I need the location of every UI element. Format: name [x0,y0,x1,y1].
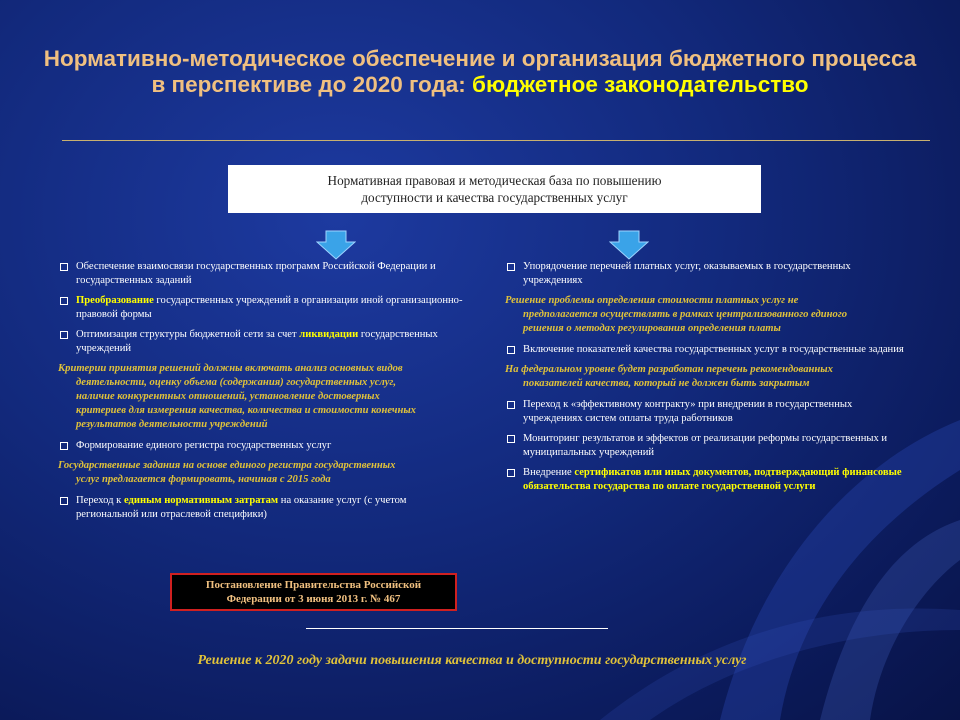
register-note: Государственные задания на основе единого регистра государственных услуг предлагается формировать, начиная с 2015 года [58,460,396,485]
checkbox-bullet-icon [507,469,515,477]
criteria-note: Критерии принятия решений должны включать анализ основных видов деятельности, оценку объема (содержания) государственных услуг, наличие конкурентных отношений, установление достоверных критериев для измерения качества, количества и стоимости конечных результатов деятельности учреждений [58,363,416,430]
checkbox-bullet-icon [507,346,515,354]
header-box-line2: доступности и качества государственных услуг [361,190,628,205]
list-item: Включение показателей качества государственных услуг в государственные задания [505,343,905,357]
title-highlight: бюджетное законодательство [472,72,809,97]
slide-title [40,46,920,98]
paid-services-note: Решение проблемы определения стоимости платных услуг не предполагается осуществлять в рамках централизованного единого решения о методах регулирования определения платы [505,295,848,334]
list-item: Преобразование государственных учреждений в организации иной организационно-правовой формы [58,294,470,322]
header-box-line1: Нормативная правовая и методическая база по повышению [327,173,662,188]
decree-line2: Федерации от 3 июня 2013 г. № 467 [226,593,401,605]
list-item: Внедрение сертификатов или иных документов, подтверждающий финансовые обязательства государства по оплате государственной услуги [505,466,905,494]
checkbox-bullet-icon [60,263,68,271]
quality-indicators-note: На федеральном уровне будет разработан перечень рекомендованных показателей качества, который не должен быть закрытым [505,364,833,389]
decree-line1: Постановление Правительства Российской [205,579,422,591]
list-item: Оптимизация структуры бюджетной сети за счет ликвидации государственных учреждений [58,328,470,356]
list-item: Упорядочение перечней платных услуг, оказываемых в государственных учреждениях [505,260,905,288]
list-item: Мониторинг результатов и эффектов от реализации реформы государственных и муниципальных учреждений [505,432,905,460]
list-item: Формирование единого регистра государственных услуг [58,439,470,453]
header-box [228,165,761,213]
down-arrow-left-icon [316,230,356,260]
bottom-divider [306,628,608,629]
title-divider [62,140,930,141]
checkbox-bullet-icon [507,401,515,409]
title-main: Нормативно-методическое обеспечение и организация бюджетного процесса в перспективе до 2020 года: [43,46,917,97]
checkbox-bullet-icon [60,297,68,305]
list-item: Обеспечение взаимосвязи государственных программ Российской Федерации и государственных заданий [58,260,470,288]
list-item: Переход к «эффективному контракту» при внедрении в государственных учреждениях систем оплаты труда работников [505,398,905,426]
list-item: Переход к единым нормативным затратам на оказание услуг (с учетом региональной или отраслевой специфики) [58,494,470,522]
checkbox-bullet-icon [507,435,515,443]
footer-conclusion: Решение к 2020 году задачи повышения качества и доступности государственных услуг [197,653,747,668]
checkbox-bullet-icon [60,497,68,505]
checkbox-bullet-icon [60,331,68,339]
checkbox-bullet-icon [507,263,515,271]
left-column [58,260,470,528]
down-arrow-right-icon [609,230,649,260]
right-column [505,260,905,500]
decree-box [170,573,457,611]
checkbox-bullet-icon [60,442,68,450]
